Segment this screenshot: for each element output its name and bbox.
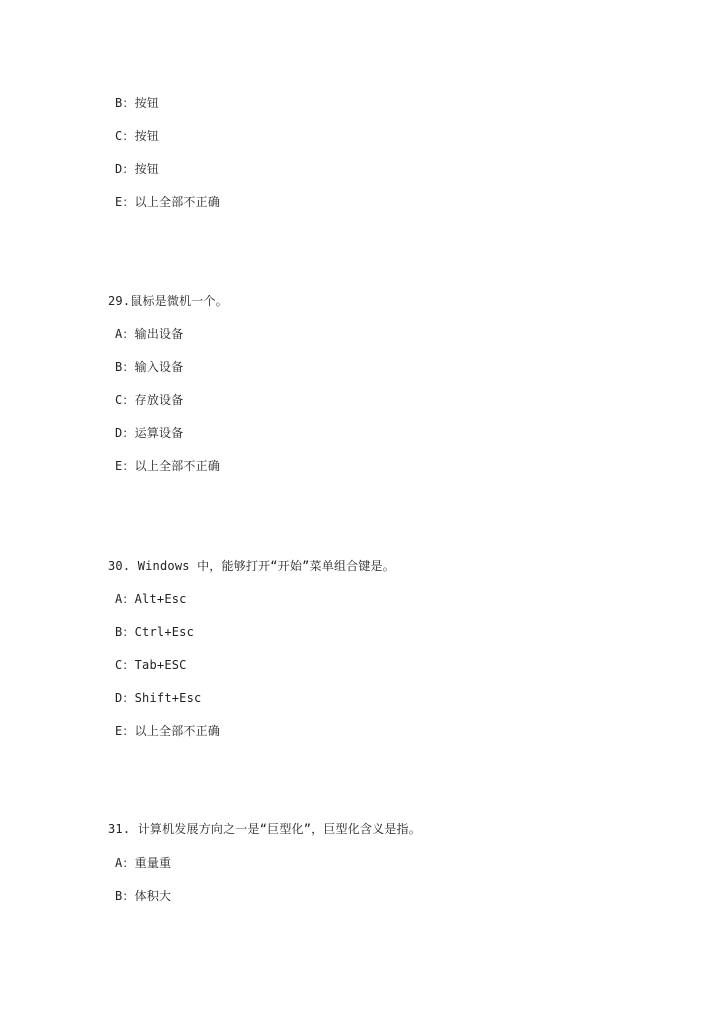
- option-line: A：输出设备: [115, 327, 184, 341]
- option-line: B：输入设备: [115, 360, 184, 374]
- option-line: A：Alt+Esc: [115, 592, 187, 606]
- option-line: E：以上全部不正确: [115, 195, 221, 209]
- option-line: A：重量重: [115, 856, 172, 870]
- option-line: B：体积大: [115, 889, 172, 903]
- question-text: 30. Windows 中，能够打开“开始”菜单组合键是。: [108, 559, 395, 573]
- question-text: 31. 计算机发展方向之一是“巨型化”，巨型化含义是指。: [108, 822, 421, 836]
- option-line: D：Shift+Esc: [115, 691, 202, 705]
- option-line: C：存放设备: [115, 393, 184, 407]
- option-line: C：Tab+ESC: [115, 658, 187, 672]
- option-line: C：按钮: [115, 129, 160, 143]
- question-text: 29.鼠标是微机一个。: [108, 294, 228, 308]
- option-line: B：按钮: [115, 96, 160, 110]
- option-line: E：以上全部不正确: [115, 459, 221, 473]
- option-line: B：Ctrl+Esc: [115, 625, 195, 639]
- option-line: D：运算设备: [115, 426, 184, 440]
- option-line: E：以上全部不正确: [115, 724, 221, 738]
- option-line: D：按钮: [115, 162, 160, 176]
